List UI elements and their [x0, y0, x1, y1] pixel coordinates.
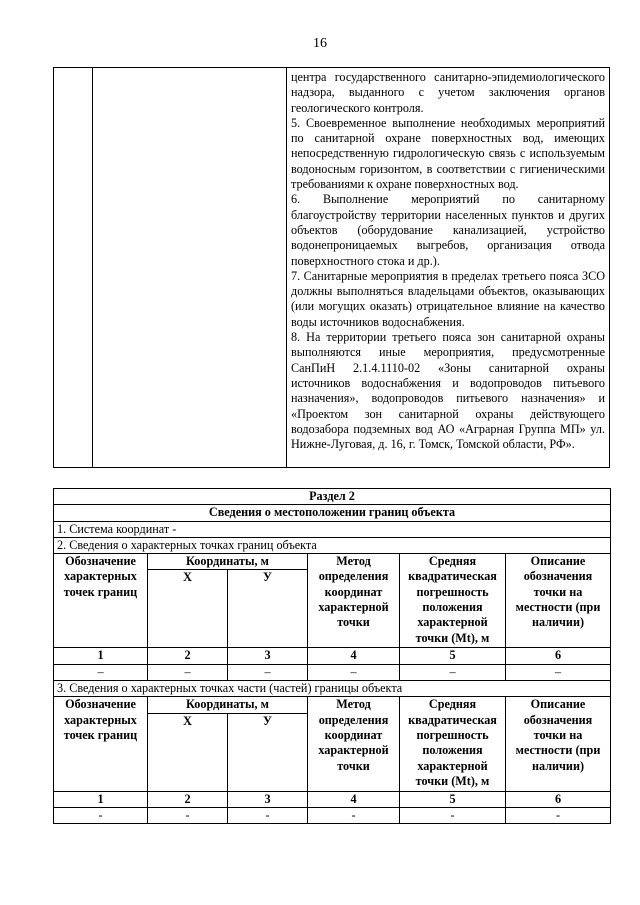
column-number: 5: [400, 648, 506, 664]
continuation-cell-3: [287, 68, 610, 468]
header-designation: Обозначение характерных точек границ: [54, 554, 148, 648]
column-number: 3: [228, 791, 308, 807]
column-number: 4: [308, 791, 400, 807]
table-cell: -: [506, 807, 611, 823]
header-error: Средняя квадратическая погрешность положения характерной точки (Mt), м: [400, 554, 506, 648]
header-y: У: [228, 570, 308, 648]
requirement-item: 8. На территории третьего пояса зон санитарной охраны выполняются иные мероприятия, предусмотренные СанПиН 2.1.4.1110-02 «Зоны санитарной охраны источников водоснабжения и водопроводов питьевого назначения», водопроводов питьевого назначения» и «Проектом зон санитарной охраны действующего водозабора подземных вод АО «Аграрная Группа МП» ул. Нижне-Луговая, д. 16, г. Томск, Томской области, РФ».: [291, 330, 605, 452]
header-method: Метод определения координат характерной точки: [308, 554, 400, 648]
column-number: 2: [148, 648, 228, 664]
header-y: У: [228, 713, 308, 791]
table-cell: -: [148, 807, 228, 823]
table-cell: -: [54, 807, 148, 823]
header-description: Описание обозначения точки на местности (при наличии): [506, 697, 611, 791]
table-cell: –: [308, 664, 400, 680]
column-number: 5: [400, 791, 506, 807]
column-number: 6: [506, 791, 611, 807]
header-description: Описание обозначения точки на местности (при наличии): [506, 554, 611, 648]
header-method: Метод определения координат характерной точки: [308, 697, 400, 791]
header-coordinates: Координаты, м: [148, 697, 308, 713]
column-number: 1: [54, 791, 148, 807]
table-cell: -: [308, 807, 400, 823]
table-cell: –: [506, 664, 611, 680]
continuation-cell-2: [93, 68, 287, 468]
continuation-table: [53, 67, 610, 468]
block2-caption: 3. Сведения о характерных точках части (частей) границы объекта: [54, 681, 611, 697]
continuation-cell-1: [54, 68, 93, 468]
page-number: 16: [313, 36, 327, 51]
section-subtitle: Сведения о местоположении границ объекта: [54, 505, 611, 521]
header-x: Х: [148, 713, 228, 791]
table-cell: -: [400, 807, 506, 823]
requirement-item: 5. Своевременное выполнение необходимых мероприятий по санитарной охране поверхностных вод, имеющих непосредственную гидрологическую связь с используемым водоносным горизонтом, в соответствии с гигиеническими требованиями к охране поверхностных вод.: [291, 115, 605, 192]
table-cell: -: [228, 807, 308, 823]
table-cell: –: [228, 664, 308, 680]
column-number: 1: [54, 648, 148, 664]
block1-caption: 2. Сведения о характерных точках границ объекта: [54, 537, 611, 553]
requirement-item: 7. Санитарные мероприятия в пределах третьего пояса ЗСО должны выполняться владельцами объектов, оказывающих (или могущих оказать) отрицательное влияние на качество воды источников водоснабжения.: [291, 268, 605, 329]
table-cell: –: [400, 664, 506, 680]
header-error: Средняя квадратическая погрешность положения характерной точки (Mt), м: [400, 697, 506, 791]
requirement-item: 6. Выполнение мероприятий по санитарному благоустройству территории населенных пунктов и других объектов (оборудование канализацией, устройство водонепроницаемых выгребов, организация отвода поверхностного стока и др.).: [291, 192, 605, 268]
section2-table: [53, 488, 611, 824]
table-cell: –: [54, 664, 148, 680]
column-number: 4: [308, 648, 400, 664]
column-number: 2: [148, 791, 228, 807]
header-coordinates: Координаты, м: [148, 554, 308, 570]
header-designation: Обозначение характерных точек границ: [54, 697, 148, 791]
column-number: 3: [228, 648, 308, 664]
coordinate-system: 1. Система координат -: [54, 521, 611, 537]
section-title: Раздел 2: [54, 489, 611, 505]
requirement-item: центра государственного санитарно-эпидемиологического надзора, выданного с учетом заключения органов геологического контроля.: [291, 70, 605, 115]
table-cell: –: [148, 664, 228, 680]
header-x: Х: [148, 570, 228, 648]
column-number: 6: [506, 648, 611, 664]
